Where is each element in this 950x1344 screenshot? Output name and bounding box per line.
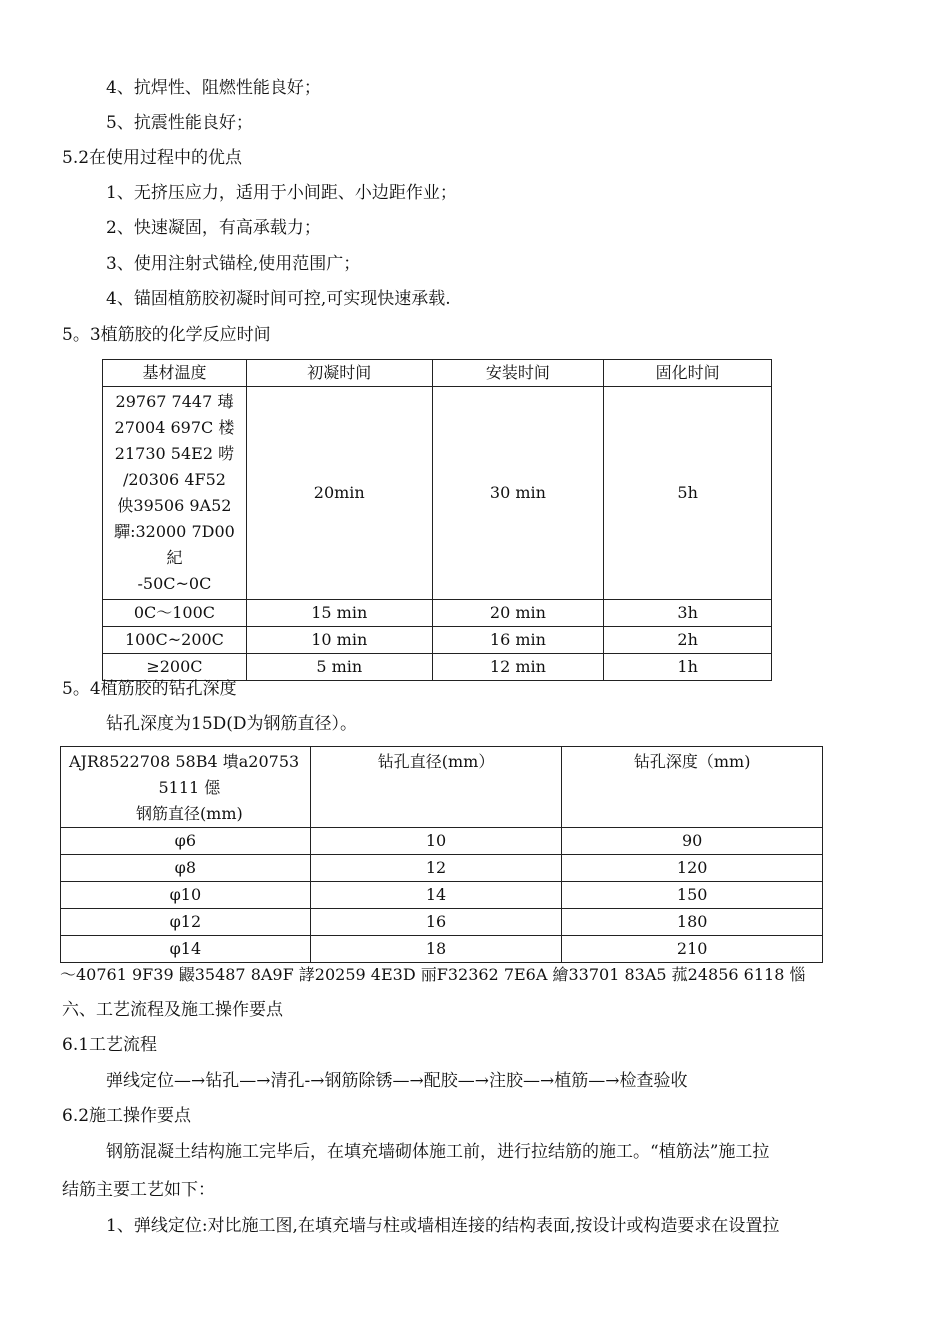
table-cell: φ10 xyxy=(61,882,311,909)
table-cell: φ12 xyxy=(61,909,311,936)
list-item: 3、使用注射式锚栓,使用范围广； xyxy=(106,254,361,274)
table-cell: φ8 xyxy=(61,855,311,882)
table-cell: 18 xyxy=(310,936,562,963)
table-header: 安装时间 xyxy=(432,360,604,387)
table-cell: 20 min xyxy=(432,600,604,627)
table-cell: 12 xyxy=(310,855,562,882)
table-row xyxy=(61,828,823,855)
table-row xyxy=(61,855,823,882)
cell-line: /20306 4F52 xyxy=(122,470,226,489)
list-item: 4、抗焊性、阻燃性能良好； xyxy=(106,78,321,98)
table-cell: 180 xyxy=(562,909,823,936)
list-item: 4、锚固植筋胶初凝时间可控,可实现快速承载. xyxy=(106,289,451,309)
paragraph: 钻孔深度为15D(D为钢筋直径）。 xyxy=(106,714,358,734)
table-header-row xyxy=(61,747,823,828)
reaction-time-table xyxy=(102,359,772,681)
table-cell: 10 min xyxy=(246,627,432,654)
section-heading: 5.2在使用过程中的优点 xyxy=(62,148,243,168)
table-cell: φ14 xyxy=(61,936,311,963)
table-header xyxy=(61,747,311,828)
paragraph: 1、弹线定位:对比施工图,在填充墙与柱或墙相连接的结构表面,按设计或构造要求在设置拉 xyxy=(106,1216,780,1236)
cell-line: 驒:32000 7D00 xyxy=(114,522,235,541)
drill-depth-table xyxy=(60,746,823,963)
table-cell: 5 min xyxy=(246,654,432,681)
cell-line: 紀 xyxy=(166,548,183,567)
paragraph: 结筋主要工艺如下： xyxy=(62,1180,215,1200)
table-row xyxy=(61,909,823,936)
table-cell: 12 min xyxy=(432,654,604,681)
cell-line: 钢筋直径(mm) xyxy=(135,804,243,823)
cell-line: 27004 697C 楼 xyxy=(114,418,235,437)
table-row xyxy=(103,627,772,654)
section-heading: 6.1工艺流程 xyxy=(62,1035,158,1055)
table-cell: 20min xyxy=(246,387,432,600)
list-item: 1、无挤压应力，适用于小间距、小边距作业； xyxy=(106,183,457,203)
table-row xyxy=(61,936,823,963)
process-flow: 弹线定位—→钻孔—→清孔-→钢筋除锈—→配胶—→注胶—→植筋—→检查验收 xyxy=(106,1071,688,1091)
table-header-row xyxy=(103,360,772,387)
table-header: 钻孔深度（mm) xyxy=(562,747,823,828)
section-heading: 5。3植筋胶的化学反应时间 xyxy=(62,325,271,345)
table-row xyxy=(103,600,772,627)
table-cell: 120 xyxy=(562,855,823,882)
table-cell: 3h xyxy=(604,600,772,627)
paragraph: 钢筋混凝土结构施工完毕后，在填充墙砌体施工前，进行拉结筋的施工。“植筋法”施工拉 xyxy=(106,1142,770,1162)
list-item: 5、抗震性能良好； xyxy=(106,113,253,133)
table-cell: 15 min xyxy=(246,600,432,627)
cell-line: 5111 僫 xyxy=(158,778,221,797)
cell-line: 佒39506 9A52 xyxy=(117,496,232,515)
table-cell: 16 min xyxy=(432,627,604,654)
table-cell: 5h xyxy=(604,387,772,600)
table-cell: ≥200C xyxy=(103,654,247,681)
table-header: 初凝时间 xyxy=(246,360,432,387)
list-item: 2、快速凝固，有高承载力； xyxy=(106,218,321,238)
table-cell: 10 xyxy=(310,828,562,855)
table-cell: 2h xyxy=(604,627,772,654)
table-header: 固化时间 xyxy=(604,360,772,387)
section-heading: 5。4植筋胶的钻孔深度 xyxy=(62,679,237,699)
section-heading: 6.2施工操作要点 xyxy=(62,1106,192,1126)
cell-line: -50C~0C xyxy=(137,574,212,593)
cell-line: 29767 7447 瑇 xyxy=(115,392,234,411)
table-header: 基材温度 xyxy=(103,360,247,387)
cell-line: AJR8522708 58B4 墤a20753 xyxy=(69,752,300,771)
section-heading: 六、工艺流程及施工操作要点 xyxy=(62,1000,283,1020)
table-row xyxy=(103,387,772,600)
table-row xyxy=(61,882,823,909)
table-cell: 0C～100C xyxy=(103,600,247,627)
table-cell: 150 xyxy=(562,882,823,909)
table-cell: 1h xyxy=(604,654,772,681)
table-cell: 14 xyxy=(310,882,562,909)
table-cell: 30 min xyxy=(432,387,604,600)
table-cell xyxy=(103,387,247,600)
table-cell: φ6 xyxy=(61,828,311,855)
table-cell: 90 xyxy=(562,828,823,855)
table-cell: 210 xyxy=(562,936,823,963)
table-cell: 16 xyxy=(310,909,562,936)
garbled-text-line: ～40761 9F39 鼹35487 8A9F 誟20259 4E3D 丽F32362 7E6A 繪33701 83A5 菰24856 6118 惱 xyxy=(60,965,806,984)
cell-line: 21730 54E2 唠 xyxy=(114,444,235,463)
table-cell: 100C~200C xyxy=(103,627,247,654)
table-header: 钻孔直径(mm） xyxy=(310,747,562,828)
